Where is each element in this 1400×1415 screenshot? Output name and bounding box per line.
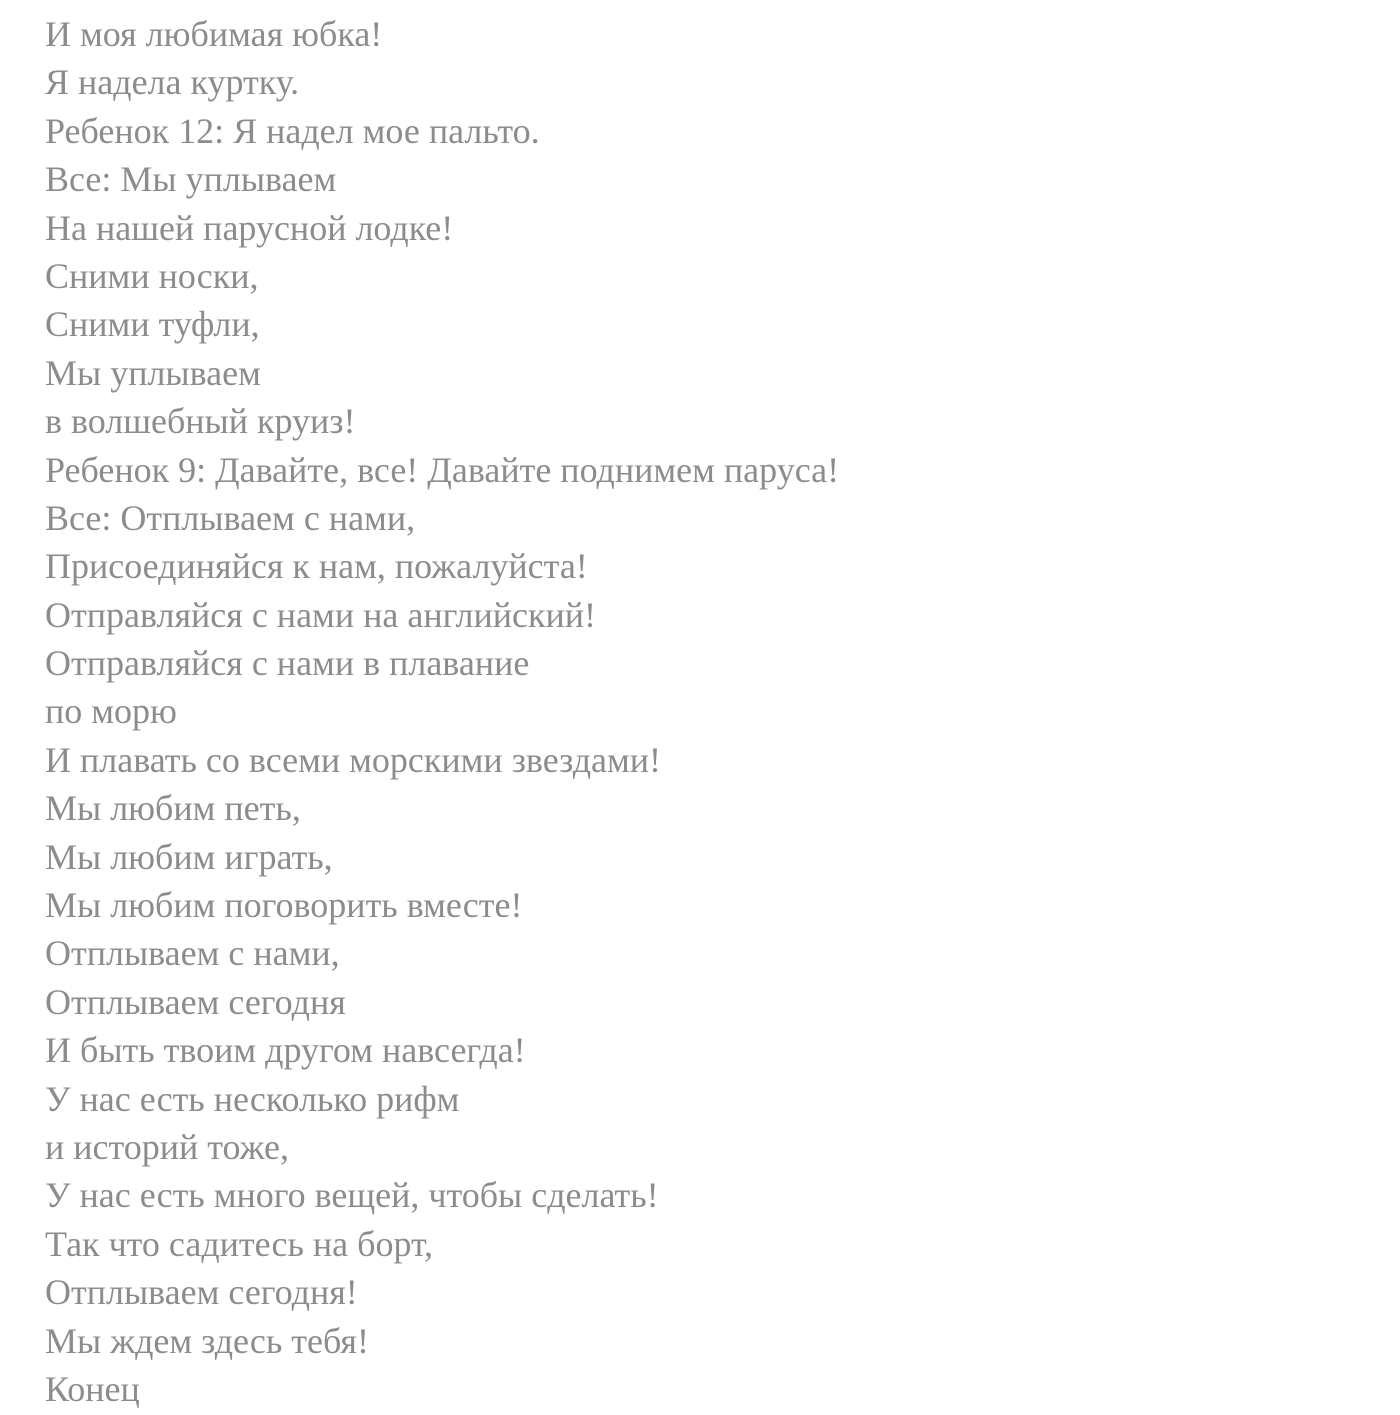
- text-line: Ребенок 9: Давайте, все! Давайте поднимем паруса!: [45, 449, 840, 490]
- text-line: Отправляйся с нами на английский!: [45, 594, 597, 635]
- text-line: Мы любим играть,: [45, 836, 333, 877]
- text-line: и историй тоже,: [45, 1126, 290, 1167]
- poem-text: [45, 10, 839, 1413]
- text-line: Сними носки,: [45, 255, 259, 296]
- text-line: Отплываем с нами,: [45, 933, 340, 974]
- text-line: Мы уплываем: [45, 352, 261, 393]
- text-line: Так что садитесь на борт,: [45, 1223, 434, 1264]
- text-line: Присоединяйся к нам, пожалуйста!: [45, 546, 588, 587]
- text-line: Конец: [45, 1368, 140, 1409]
- text-line: Отплываем сегодня: [45, 981, 346, 1022]
- text-line: Отправляйся с нами в плавание: [45, 643, 530, 684]
- text-line: Все: Отплываем с нами,: [45, 497, 416, 538]
- text-line: И плавать со всеми морскими звездами!: [45, 739, 662, 780]
- text-line: Мы любим петь,: [45, 788, 301, 829]
- text-line: На нашей парусной лодке!: [45, 207, 454, 248]
- text-line: У нас есть много вещей, чтобы сделать!: [45, 1175, 659, 1216]
- text-line: Мы любим поговорить вместе!: [45, 885, 523, 926]
- text-line: Я надела куртку.: [45, 62, 300, 103]
- text-line: Отплываем сегодня!: [45, 1272, 358, 1313]
- text-line: И быть твоим другом навсегда!: [45, 1030, 526, 1071]
- text-line: И моя любимая юбка!: [45, 14, 383, 54]
- text-line: У нас есть несколько рифм: [45, 1078, 460, 1119]
- text-line: Ребенок 12: Я надел мое пальто.: [45, 110, 540, 151]
- text-line: Мы ждем здесь тебя!: [45, 1320, 369, 1361]
- text-line: по морю: [45, 691, 177, 732]
- text-line: Сними туфли,: [45, 304, 260, 345]
- text-line: в волшебный круиз!: [45, 401, 356, 442]
- text-line: Все: Мы уплываем: [45, 159, 337, 200]
